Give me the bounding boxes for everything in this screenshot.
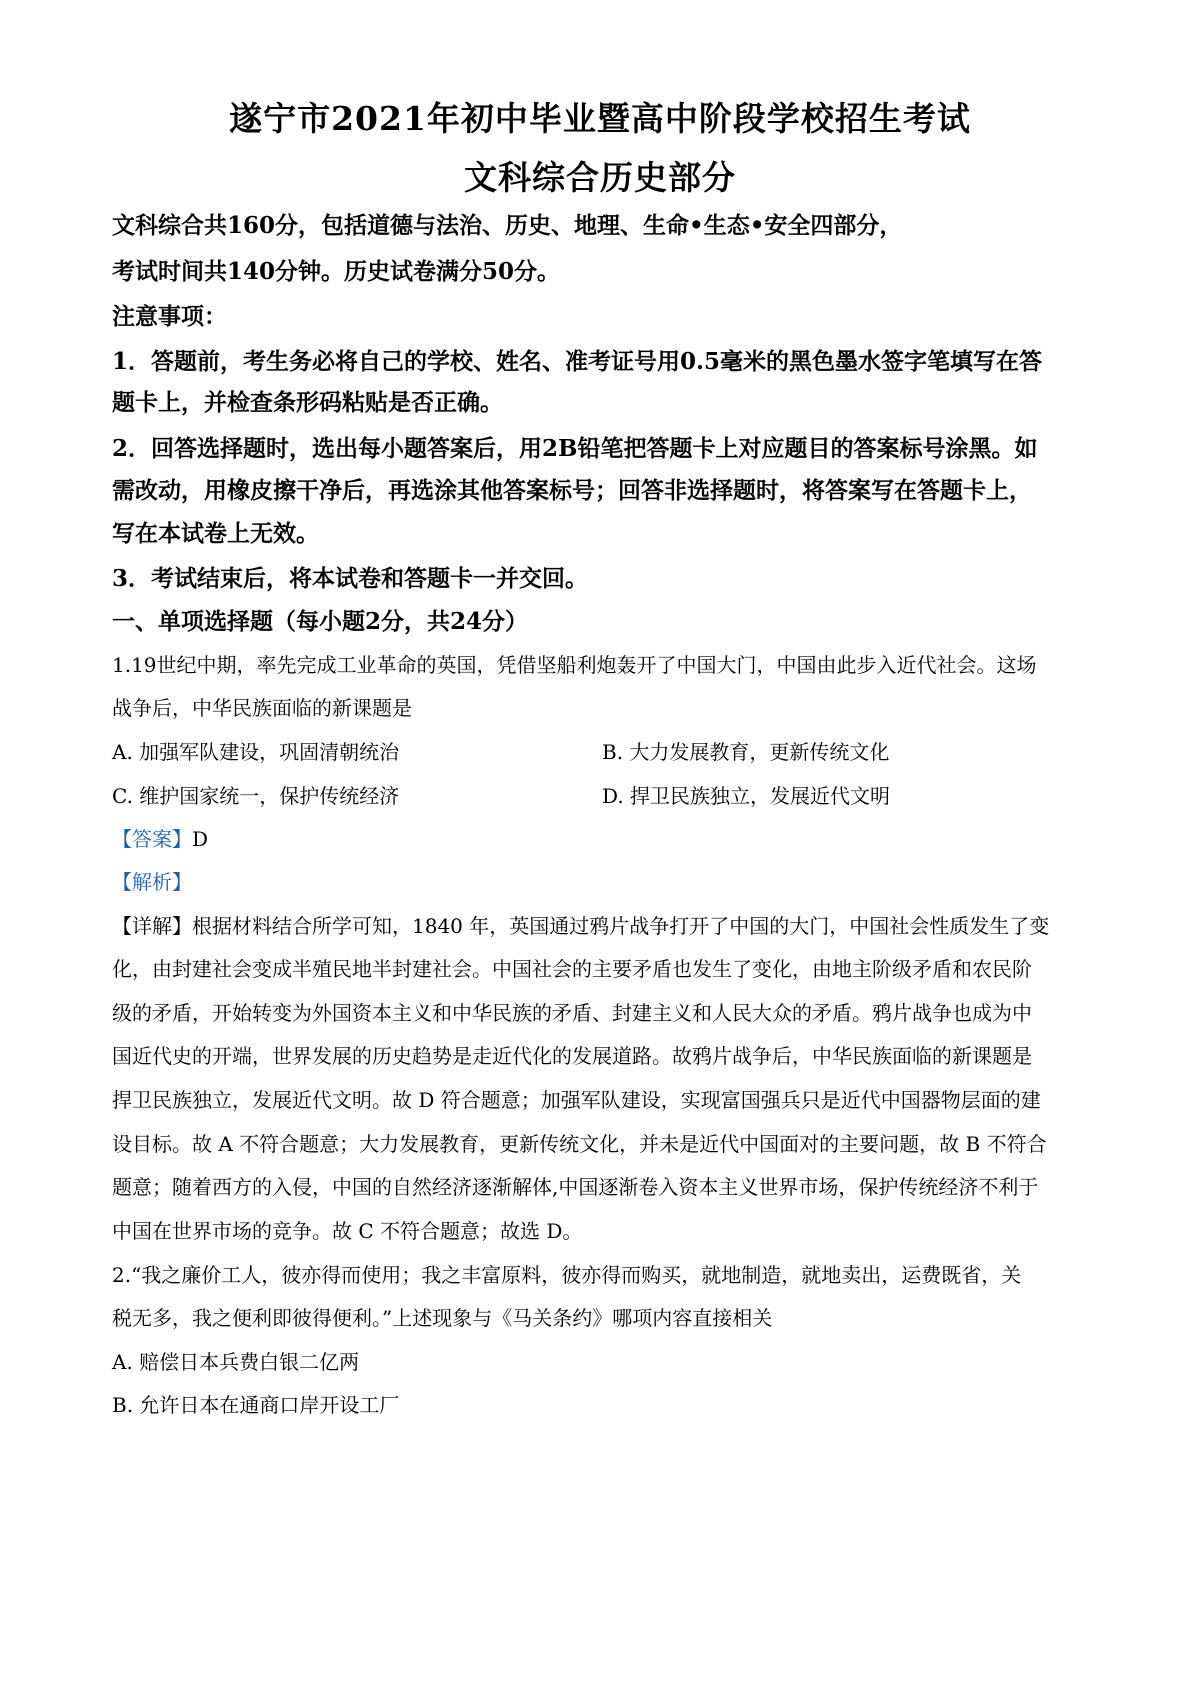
notice-item-2-line-2: 需改动，用橡皮擦干净后，再选涂其他答案标号；回答非选择题时，将答案写在答题卡上， [112, 477, 1032, 504]
exam-title: 遂宁市2021年初中毕业暨高中阶段学校招生考试 [229, 99, 971, 138]
notice-item-2-line-3: 写在本试卷上无效。 [112, 520, 319, 547]
notice-item-2-line-1: 2．回答选择题时，选出每小题答案后，用2B铅笔把答题卡上对应题目的答案标号涂黑。如 [112, 435, 1038, 462]
question-1-option-d: D. 捍卫民族独立，发展近代文明 [602, 784, 891, 808]
section-1-heading: 一、单项选择题（每小题2分，共24分） [112, 608, 529, 635]
question-1-answer [112, 823, 1112, 852]
question-1-detail-line-6: 设目标。故 A 不符合题意；大力发展教育，更新传统文化，并未是近代中国面对的主要问题，故 B 不符合 [112, 1132, 1047, 1156]
notice-heading: 注意事项： [112, 303, 227, 330]
intro-line-1: 文科综合共160分，包括道德与法治、历史、地理、生命•生态•安全四部分， [112, 212, 903, 239]
answer-label: 【答案】 [112, 827, 192, 851]
question-1-detail-line-8: 中国在世界市场的竞争。故 C 不符合题意；故选 D。 [112, 1219, 583, 1243]
exam-subtitle: 文科综合历史部分 [464, 158, 736, 197]
question-1-analysis-label: 【解析】 [112, 870, 192, 894]
notice-item-1-line-2: 题卡上，并检查条形码粘贴是否正确。 [112, 389, 503, 416]
question-1-detail-line-2: 化，由封建社会变成半殖民地半封建社会。中国社会的主要矛盾也发生了变化，由地主阶级矛盾和农民阶 [112, 957, 1032, 981]
question-1-stem-line-1: 1.19世纪中期，率先完成工业革命的英国，凭借坚船利炮轰开了中国大门，中国由此步入近代社会。这场 [112, 653, 1037, 677]
question-1-option-c: C. 维护国家统一，保护传统经济 [112, 784, 400, 808]
notice-item-3: 3．考试结束后，将本试卷和答题卡一并交回。 [112, 565, 589, 592]
question-2-option-a: A. 赔偿日本兵费白银二亿两 [112, 1350, 360, 1374]
question-1-detail-line-5: 捍卫民族独立，发展近代文明。故 D 符合题意；加强军队建设，实现富国强兵只是近代中国器物层面的建 [112, 1088, 1041, 1112]
question-1-detail-line-1: 【详解】根据材料结合所学可知，1840 年，英国通过鸦片战争打开了中国的大门，中国社会性质发生了变 [112, 914, 1050, 938]
question-1-option-b: B. 大力发展教育，更新传统文化 [602, 740, 890, 764]
answer-value: D [192, 827, 209, 851]
intro-line-2: 考试时间共140分钟。历史试卷满分50分。 [112, 258, 561, 285]
question-2-stem-line-2: 税无多，我之便利即彼得便利。”上述现象与《马关条约》哪项内容直接相关 [112, 1306, 773, 1330]
question-1-detail-line-4: 国近代史的开端，世界发展的历史趋势是走近代化的发展道路。故鸦片战争后，中华民族面临的新课题是 [112, 1044, 1032, 1068]
question-2-stem-line-1: 2.“我之廉价工人，彼亦得而使用；我之丰富原料，彼亦得而购买，就地制造，就地卖出，运费既省，关 [112, 1263, 1022, 1287]
question-1-detail-line-7: 题意；随着西方的入侵，中国的自然经济逐渐解体,中国逐渐卷入资本主义世界市场，保护传统经济不利于 [112, 1175, 1039, 1199]
notice-item-1-line-1: 1．答题前，考生务必将自己的学校、姓名、准考证号用0.5毫米的黑色墨水签字笔填写在答 [112, 348, 1043, 375]
question-2-option-b: B. 允许日本在通商口岸开设工厂 [112, 1393, 400, 1417]
question-1-stem-line-2: 战争后，中华民族面临的新课题是 [112, 696, 412, 720]
question-1-detail-line-3: 级的矛盾，开始转变为外国资本主义和中华民族的矛盾、封建主义和人民大众的矛盾。鸦片战争也成为中 [112, 1001, 1032, 1025]
question-1-option-a: A. 加强军队建设，巩固清朝统治 [112, 740, 400, 764]
